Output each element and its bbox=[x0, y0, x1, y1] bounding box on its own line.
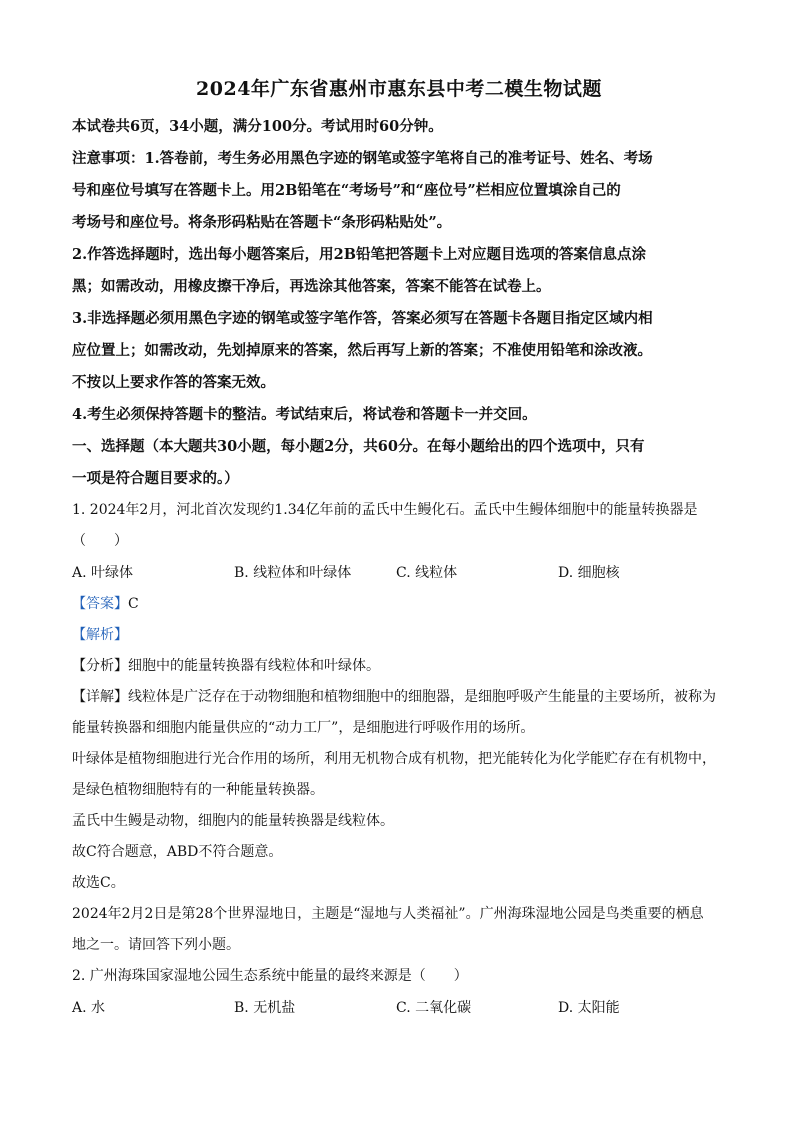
passage-line: 2024年2月2日是第28个世界湿地日，主题是“湿地与人类福祉”。广州海珠湿地公园是鸟类重要的栖息 bbox=[72, 906, 704, 922]
option-c: C. 线粒体 bbox=[396, 565, 458, 581]
option-list bbox=[72, 992, 726, 1024]
instruction-line: 应位置上；如需改动，先划掉原来的答案，然后再写上新的答案；不准使用铅笔和涂改液。 bbox=[72, 342, 652, 359]
answer-value: C bbox=[128, 596, 139, 612]
instruction-line: 不按以上要求作答的答案无效。 bbox=[72, 374, 275, 391]
question-2 bbox=[72, 961, 726, 1024]
instruction-line: 黑；如需改动，用橡皮擦干净后，再选涂其他答案，答案不能答在试卷上。 bbox=[72, 278, 551, 295]
instruction-line: 考场号和座位号。将条形码粘贴在答题卡“条形码粘贴处”。 bbox=[72, 214, 452, 231]
option-a: A. 水 bbox=[72, 1000, 106, 1016]
passage bbox=[72, 899, 726, 961]
option-a: A. 叶绿体 bbox=[72, 565, 134, 581]
answer-line bbox=[72, 589, 726, 620]
section-heading bbox=[72, 431, 726, 495]
fenxi-text: 细胞中的能量转换器有线粒体和叶绿体。 bbox=[128, 658, 380, 674]
instruction-line: 3.非选择题必须用黑色字迹的钢笔或签字笔作答，答案必须写在答题卡各题目指定区域内相 bbox=[72, 310, 653, 327]
fenxi-tag: 【分析】 bbox=[72, 658, 128, 674]
option-d: D. 太阳能 bbox=[558, 1000, 620, 1016]
exam-intro: 本试卷共6页，34小题，满分100分。考试用时60分钟。 bbox=[72, 118, 443, 135]
analysis-line bbox=[72, 620, 726, 651]
explanation-line: 能量转换器和细胞内能量供应的“动力工厂”，是细胞进行呼吸作用的场所。 bbox=[72, 720, 535, 736]
xiangjie-tag: 【详解】 bbox=[72, 689, 128, 705]
option-c: C. 二氧化碳 bbox=[396, 1000, 472, 1016]
explanation-line: 叶绿体是植物细胞进行光合作用的场所，利用无机物合成有机物，把光能转化为化学能贮存在有机物中， bbox=[72, 751, 716, 767]
option-b: B. 无机盐 bbox=[234, 1000, 296, 1016]
instruction-line: 4.考生必须保持答题卡的整洁。考试结束后，将试卷和答题卡一并交回。 bbox=[72, 406, 537, 423]
explanation-line: 故C符合题意，ABD不符合题意。 bbox=[72, 844, 283, 860]
option-d: D. 细胞核 bbox=[558, 565, 620, 581]
question-stem: 1. 2024年2月，河北首次发现约1.34亿年前的孟氏中生鳗化石。孟氏中生鳗体细胞中的能量转换器是 bbox=[72, 502, 698, 518]
explanation-line: 故选C。 bbox=[72, 875, 125, 891]
analysis-tag: 【解析】 bbox=[72, 627, 128, 643]
answer-tag: 【答案】 bbox=[72, 596, 128, 612]
section-heading-line: 一、选择题（本大题共30小题，每小题2分，共60分。在每小题给出的四个选项中，只有 bbox=[72, 438, 645, 455]
fenxi-line bbox=[72, 651, 726, 682]
instruction-line: 号和座位号填写在答题卡上。用2B铅笔在“考场号”和“座位号”栏相应位置填涂自己的 bbox=[72, 182, 621, 199]
question-stem-bracket: （ ） bbox=[72, 533, 128, 549]
page-title: 2024年广东省惠州市惠东县中考二模生物试题 bbox=[196, 78, 602, 100]
section-heading-line: 一项是符合题目要求的。） bbox=[72, 470, 239, 487]
instruction-line: 2.作答选择题时，选出每小题答案后，用2B铅笔把答题卡上对应题目选项的答案信息点涂 bbox=[72, 246, 646, 263]
passage-line: 地之一。请回答下列小题。 bbox=[72, 937, 240, 953]
xiangjie-text: 线粒体是广泛存在于动物细胞和植物细胞中的细胞器，是细胞呼吸产生能量的主要场所，被称为 bbox=[128, 689, 716, 705]
explanation-line: 孟氏中生鳗是动物，细胞内的能量转换器是线粒体。 bbox=[72, 813, 394, 829]
option-list bbox=[72, 557, 726, 589]
option-b: B. 线粒体和叶绿体 bbox=[234, 565, 352, 581]
instructions bbox=[72, 143, 726, 431]
question-stem: 2. 广州海珠国家湿地公园生态系统中能量的最终来源是（ ） bbox=[72, 968, 468, 984]
xiangjie-line bbox=[72, 682, 726, 713]
question-1 bbox=[72, 495, 726, 899]
explanation-line: 是绿色植物细胞特有的一种能量转换器。 bbox=[72, 782, 324, 798]
instruction-line: 注意事项：1.答卷前，考生务必用黑色字迹的钢笔或签字笔将自己的准考证号、姓名、考场 bbox=[72, 150, 653, 167]
